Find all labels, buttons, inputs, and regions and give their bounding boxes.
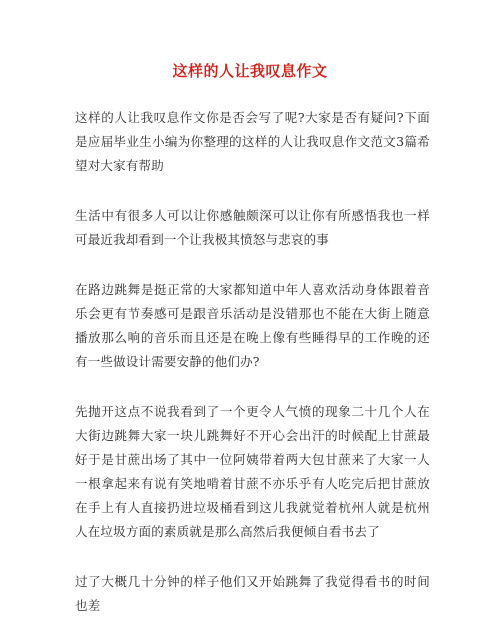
paragraph-5: 过了大概几十分钟的样子他们又开始跳舞了我觉得看书的时间也差 [75, 574, 430, 613]
paragraph-1: 这样的人让我叹息作文你是否会写了呢?大家是否有疑问?下面是应届毕业生小编为你整理的这样的人让我叹息作文范文3篇希望对大家有帮助 [75, 110, 430, 173]
paragraph-4: 先抛开这点不说我看到了一个更令人气愤的现象二十几个人在大街边跳舞大家一块儿跳舞好不开心会出汗的时候配上甘蔗最好于是甘蔗出场了其中一位阿姨带着两大包甘蔗来了大家一人一根拿起来有说有笑地啃着甘蔗不亦乐乎有人吃完后把甘蔗放在手上有人直接扔进垃圾桶看到这儿我就觉着杭州人就是杭州人在垃圾方面的素质就是那么高然后我便倾自看书去了 [75, 404, 430, 539]
document-title: 这样的人让我叹息作文 [172, 62, 328, 80]
paragraph-3: 在路边跳舞是挺正常的大家都知道中年人喜欢活动身体跟着音乐会更有节奏感可是跟音乐活动是没错那也不能在大街上随意播放那么响的音乐而且还是在晚上像有些睡得早的工作晚的还有一些做设计需要安静的他们办? [75, 282, 430, 369]
document-body [75, 106, 430, 644]
paragraph-2: 生活中有很多人可以让你感触颇深可以让你有所感悟我也一样可最近我却看到一个让我极其愤怒与悲哀的事 [75, 208, 430, 247]
